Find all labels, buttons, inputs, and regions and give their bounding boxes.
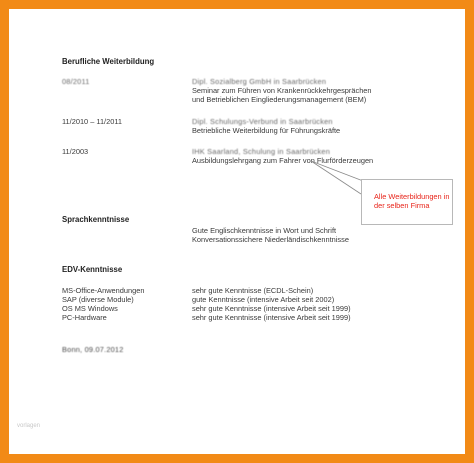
entry-line: und Betrieblichen Eingliederungsmanagement (BEM) — [192, 95, 367, 104]
edv-value: sehr gute Kenntnisse (intensive Arbeit seit 1999) — [192, 304, 351, 313]
edv-label: SAP (diverse Module) — [62, 295, 134, 304]
edv-value: sehr gute Kenntnisse (ECDL-Schein) — [192, 286, 314, 295]
document-page — [9, 9, 465, 454]
language-line: Gute Englischkenntnisse in Wort und Schrift — [192, 226, 337, 235]
entry-line: Seminar zum Führen von Krankenrückkehrgesprächen — [192, 86, 372, 95]
section-heading-edv: EDV-Kenntnisse — [62, 265, 123, 274]
entry-line: Betriebliche Weiterbildung für Führungskräfte — [192, 126, 341, 135]
entry-line: Ausbildungslehrgang zum Fahrer von Flurförderzeugen — [192, 156, 374, 165]
callout-box — [361, 179, 453, 225]
language-line: Konversationssichere Niederländischkenntnisse — [192, 235, 349, 244]
section-heading-sprachen: Sprachkenntnisse — [62, 215, 130, 224]
edv-value: gute Kenntnisse (intensive Arbeit seit 2002) — [192, 295, 335, 304]
section-heading-weiterbildung: Berufliche Weiterbildung — [62, 57, 155, 66]
edv-label: OS MS Windows — [62, 304, 118, 313]
callout-text: Alle Weiterbildungen in der selben Firma — [374, 192, 450, 211]
entry-org: IHK Saarland, Schulung in Saarbrücken — [192, 147, 331, 156]
entry-date: 11/2010 – 11/2011 — [62, 117, 122, 126]
entry-date: 08/2011 — [62, 77, 90, 86]
entry-date: 11/2003 — [62, 147, 89, 156]
watermark: vorlagen — [17, 423, 41, 429]
edv-value: sehr gute Kenntnisse (intensive Arbeit seit 1999) — [192, 313, 351, 322]
entry-org: Dipl. Schulungs-Verbund in Saarbrücken — [192, 117, 333, 126]
place-date: Bonn, 09.07.2012 — [62, 345, 124, 354]
edv-label: PC-Hardware — [62, 313, 107, 322]
edv-label: MS-Office-Anwendungen — [62, 286, 145, 295]
entry-org: Dipl. Sozialberg GmbH in Saarbrücken — [192, 77, 327, 86]
